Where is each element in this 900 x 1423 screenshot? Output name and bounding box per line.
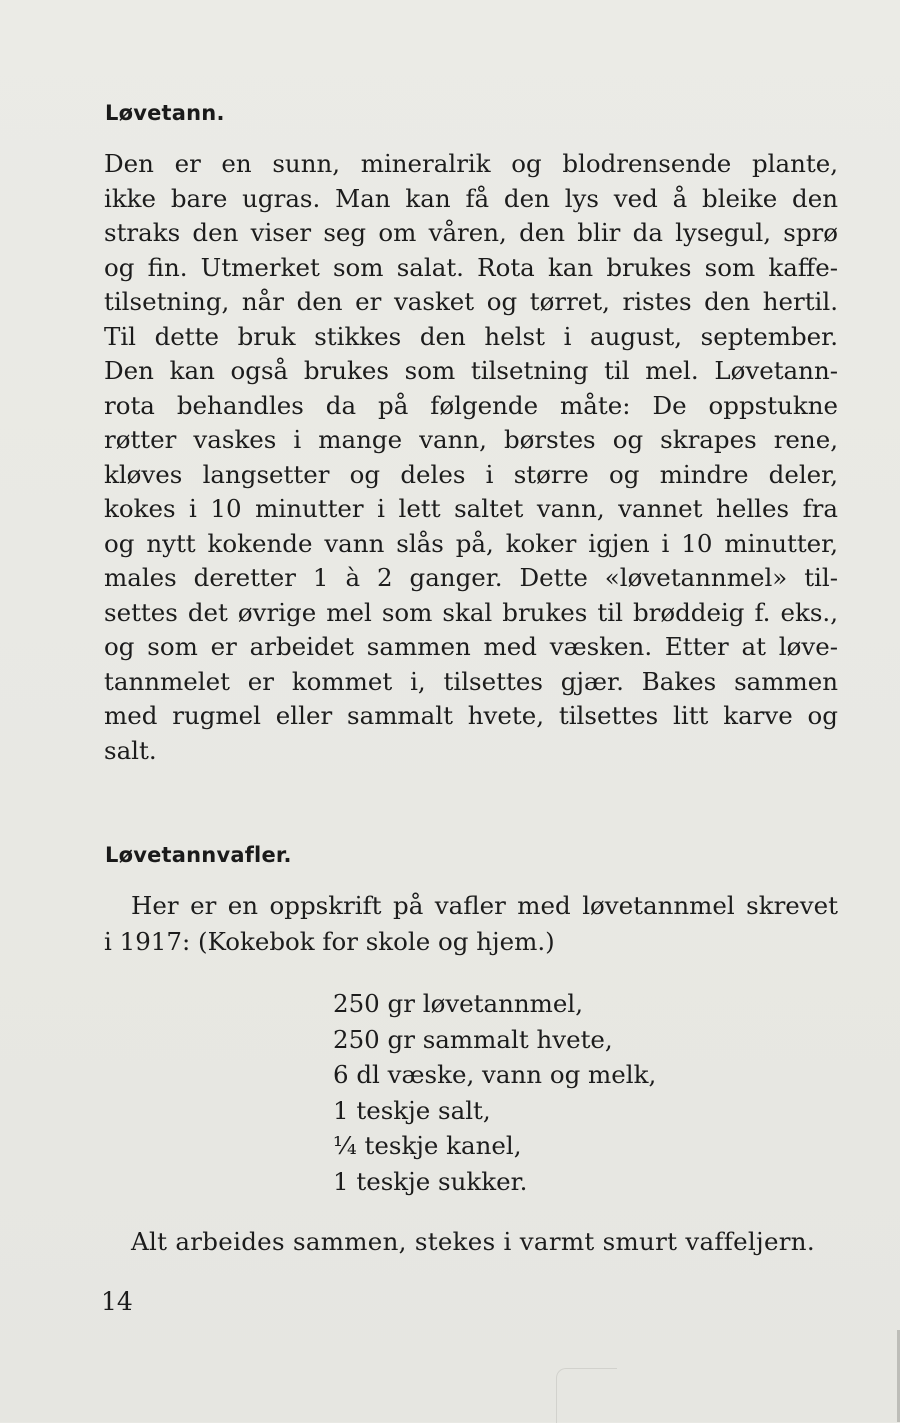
ingredient-item: 1 teskje sukker.	[333, 1166, 528, 1196]
paragraph-line: og som er arbeidet sammen med væsken. Etter at løve-	[104, 632, 838, 661]
paragraph-line: i 1917: (Kokebok for skole og hjem.)	[104, 927, 555, 956]
paragraph-line: Til dette bruk stikkes den helst i august, september.	[104, 321, 838, 351]
paragraph-line: røtter vaskes i mange vann, børstes og skrapes rene,	[104, 425, 838, 454]
paragraph-line: salt.	[104, 735, 157, 765]
paragraph-lovetannvafler-intro	[104, 888, 838, 960]
paragraph-line: rota behandles da på følgende måte: De oppstukne	[104, 390, 838, 420]
paragraph-line: kokes i 10 minutter i lett saltet vann, vannet helles fra	[104, 494, 838, 523]
section-heading-lovetannvafler: Løvetannvafler.	[105, 843, 292, 867]
paragraph-line: straks den viser seg om våren, den blir da lysegul, sprø	[104, 218, 838, 247]
page-edge-shadow	[556, 1368, 617, 1423]
ingredient-item: ¼ teskje kanel,	[333, 1131, 522, 1160]
ingredient-item: 6 dl væske, vann og melk,	[333, 1060, 657, 1089]
paragraph-line: kløves langsetter og deles i større og mindre deler,	[104, 459, 838, 489]
ingredient-item: 250 gr løvetannmel,	[333, 989, 584, 1018]
paragraph-line: Den er en sunn, mineralrik og blodrensende plante,	[104, 149, 838, 178]
section-heading-lovetann: Løvetann.	[105, 101, 225, 125]
page-number: 14	[101, 1287, 133, 1316]
paragraph-line: Her er en oppskrift på vafler med løvetannmel skrevet	[131, 891, 838, 920]
paragraph-line: tilsetning, når den er vasket og tørret, ristes den hertil.	[104, 287, 838, 316]
ingredient-list	[333, 986, 656, 1199]
paragraph-line: settes det øvrige mel som skal brukes til brøddeig f. eks.,	[104, 597, 838, 627]
ingredient-item: 1 teskje salt,	[333, 1095, 491, 1125]
paragraph-line: tannmelet er kommet i, tilsettes gjær. Bakes sammen	[104, 666, 838, 696]
paragraph-line: med rugmel eller sammalt hvete, tilsettes litt karve og	[104, 701, 838, 730]
paragraph-line: og nytt kokende vann slås på, koker igjen i 10 minutter,	[104, 528, 838, 558]
paragraph-line: og fin. Utmerket som salat. Rota kan brukes som kaffe-	[104, 252, 838, 282]
ingredient-item: 250 gr sammalt hvete,	[333, 1024, 613, 1054]
paragraph-line: ikke bare ugras. Man kan få den lys ved å bleike den	[104, 183, 838, 213]
closing-instruction: Alt arbeides sammen, stekes i varmt smurt vaffeljern.	[131, 1227, 815, 1256]
paragraph-line: males deretter 1 à 2 ganger. Dette «løvetannmel» til-	[104, 563, 838, 592]
paragraph-lovetann	[104, 147, 838, 768]
paragraph-line: Den kan også brukes som tilsetning til mel. Løvetann-	[104, 356, 838, 385]
